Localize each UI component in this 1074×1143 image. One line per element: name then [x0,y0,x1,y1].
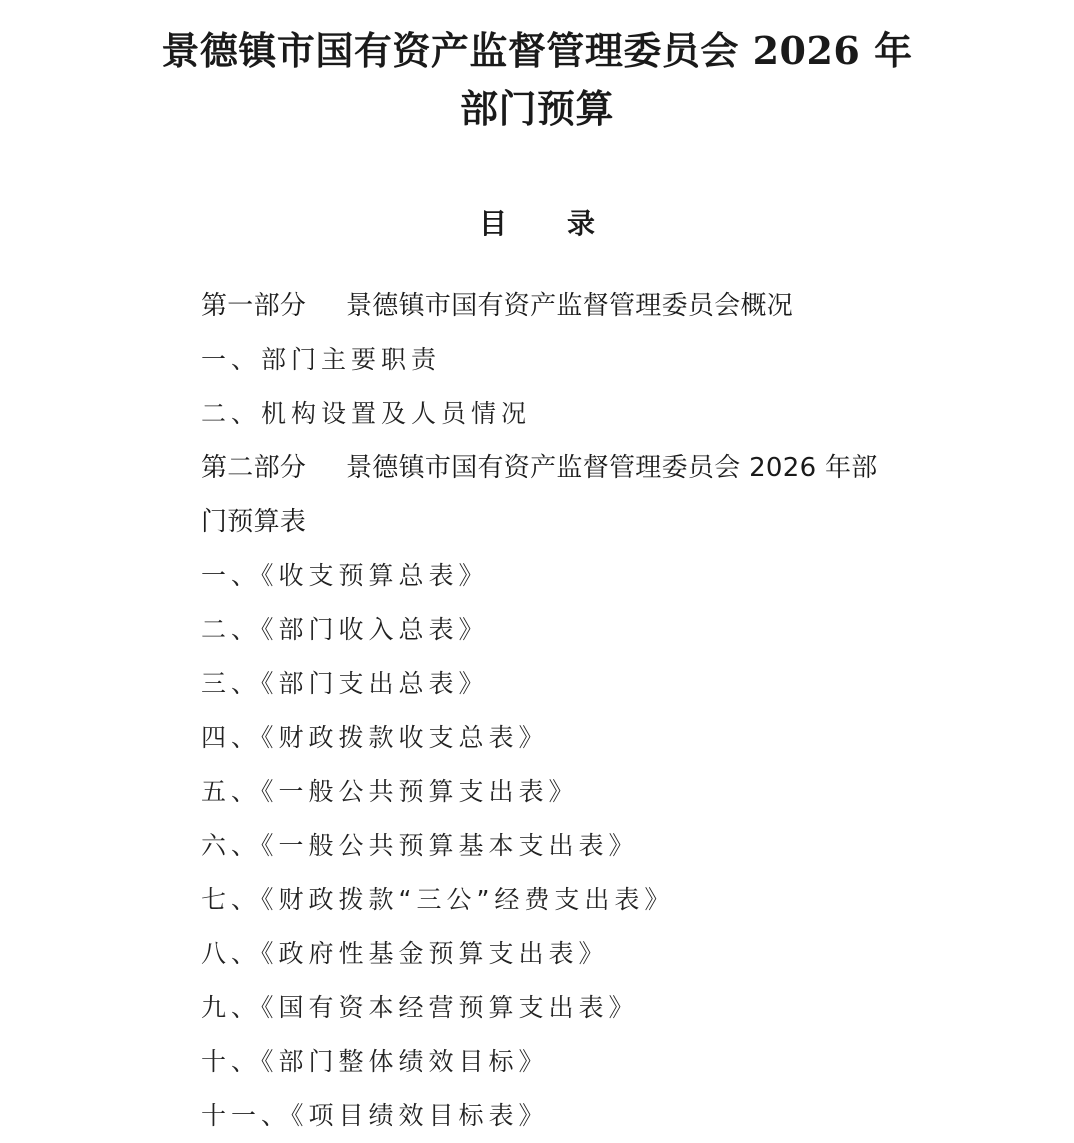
toc-heading-left: 目 [478,207,507,240]
toc-item[interactable]: 六、《一般公共预算基本支出表》 [201,831,639,860]
toc-item[interactable]: 三、《部门支出总表》 [201,669,489,698]
toc-part-2-title-line-2: 门预算表 [201,507,307,537]
toc-heading [0,204,1074,244]
toc-part-2-number: 第二部分 [201,453,307,483]
toc-item[interactable]: 二、《部门收入总表》 [201,615,489,644]
toc-item[interactable]: 一、部门主要职责 [201,345,442,374]
toc-heading-right: 录 [567,207,596,240]
toc-item[interactable]: 二、机构设置及人员情况 [201,399,532,428]
toc-item[interactable]: 一、《收支预算总表》 [201,561,489,590]
toc-item[interactable]: 九、《国有资本经营预算支出表》 [201,993,639,1022]
table-of-contents [201,279,921,1143]
document-title [0,22,1074,138]
toc-item[interactable]: 八、《政府性基金预算支出表》 [201,939,609,968]
toc-part-1-title: 景德镇市国有资产监督管理委员会概况 [346,291,794,321]
toc-item[interactable]: 十、《部门整体绩效目标》 [201,1047,549,1076]
toc-part-2[interactable] [201,441,921,549]
document-title-line-1: 景德镇市国有资产监督管理委员会 2026 年 [161,28,913,73]
toc-item[interactable]: 七、《财政拨款“三公”经费支出表》 [201,885,675,914]
document-title-line-2: 部门预算 [459,86,614,131]
toc-item[interactable]: 四、《财政拨款收支总表》 [201,723,549,752]
toc-part-2-title-line-1: 景德镇市国有资产监督管理委员会 2026 年部 [346,453,878,483]
toc-part-1-number: 第一部分 [201,291,307,321]
toc-item[interactable]: 五、《一般公共预算支出表》 [201,777,579,806]
toc-part-1[interactable] [201,279,921,333]
toc-item[interactable]: 十一、《项目绩效目标表》 [201,1101,549,1130]
